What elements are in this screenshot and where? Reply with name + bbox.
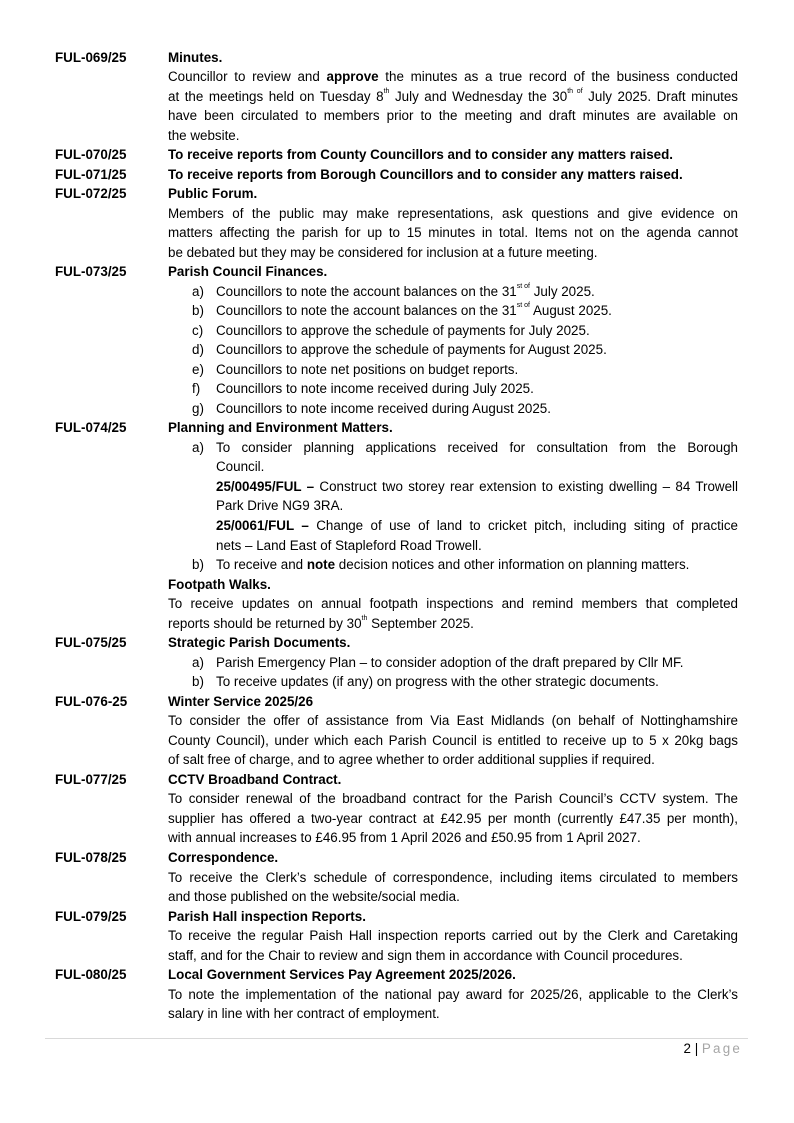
item-text-line: the website. <box>168 128 240 143</box>
item-text-line: To note the implementation of the national pay award for 2025/26, applicable to the Clerk’s <box>168 987 738 1002</box>
item-text-line: and those published on the website/social media. <box>168 889 460 904</box>
item-code: FUL-077/25 <box>55 772 127 787</box>
footer-separator: | <box>691 1041 702 1056</box>
item-code: FUL-070/25 <box>55 147 127 162</box>
item-text-line: supplier has offered a two-year contract at £42.95 per month (currently £47.35 per month), <box>168 811 738 826</box>
list-item: Councillors to note net positions on budget reports. <box>216 362 519 377</box>
list-marker: e) <box>192 362 204 377</box>
item-code: FUL-075/25 <box>55 635 127 650</box>
item-text-line: Councillor to review and approve the minutes as a true record of the business conducted <box>168 69 738 84</box>
item-code: FUL-080/25 <box>55 967 127 982</box>
list-item: To receive updates (if any) on progress with the other strategic documents. <box>216 674 659 689</box>
item-title: Local Government Services Pay Agreement 2025/2026. <box>168 967 516 982</box>
item-text-line: matters affecting the parish for up to 15 minutes in total. Items not on the agenda cannot <box>168 225 738 240</box>
list-item: Councillors to approve the schedule of payments for July 2025. <box>216 323 590 338</box>
list-item: Councillors to note the account balances on the $31^{st of}$ August 2025. <box>216 302 612 318</box>
item-code: FUL-069/25 <box>55 50 127 65</box>
item-code: FUL-074/25 <box>55 420 127 435</box>
list-marker: c) <box>192 323 204 338</box>
item-code: FUL-079/25 <box>55 909 127 924</box>
page-footer <box>684 1041 742 1056</box>
item-code: FUL-071/25 <box>55 167 127 182</box>
item-text-line: To consider the offer of assistance from Via East Midlands (on behalf of Nottinghamshire <box>168 713 738 728</box>
item-title: Public Forum. <box>168 186 258 201</box>
item-title: To receive reports from County Councillors and to consider any matters raised. <box>168 147 673 162</box>
list-marker: a) <box>192 655 204 670</box>
page-number: 2 <box>683 1041 691 1056</box>
item-text-line: Members of the public may make representations, ask questions and give evidence on <box>168 206 738 221</box>
item-code: FUL-076-25 <box>55 694 128 709</box>
planning-application-continued: nets – Land East of Stapleford Road Trowell. <box>216 538 482 553</box>
item-text-line: have been circulated to members prior to the meeting and draft minutes are available on <box>168 108 738 123</box>
list-item: Councillors to approve the schedule of payments for August 2025. <box>216 342 607 357</box>
page-word: Page <box>701 1041 742 1056</box>
item-title: Strategic Parish Documents. <box>168 635 351 650</box>
planning-application: 25/0061/FUL – Change of use of land to cricket pitch, including siting of practice <box>216 518 738 533</box>
list-item: Parish Emergency Plan – to consider adoption of the draft prepared by Cllr MF. <box>216 655 684 670</box>
list-item: Councillors to note income received during August 2025. <box>216 401 551 416</box>
list-marker: b) <box>192 557 204 572</box>
item-text-line: To receive updates on annual footpath inspections and remind members that completed <box>168 596 738 611</box>
item-text-line: To receive the regular Paish Hall inspection reports carried out by the Clerk and Caretaking <box>168 928 738 943</box>
planning-application: 25/00495/FUL – Construct two storey rear extension to existing dwelling – 84 Trowell <box>216 479 739 494</box>
list-marker: b) <box>192 303 204 318</box>
item-title: Correspondence. <box>168 850 279 865</box>
item-text-line: reports should be returned by 30th September 2025. <box>168 615 474 631</box>
application-ref: 25/0061/FUL – <box>216 518 309 533</box>
item-text-line: staff, and for the Chair to review and sign them in accordance with Council procedures. <box>168 948 683 963</box>
list-marker: g) <box>192 401 204 416</box>
item-title: To receive reports from Borough Councillors and to consider any matters raised. <box>168 167 683 182</box>
list-marker: d) <box>192 342 204 357</box>
item-text-line: To consider renewal of the broadband contract for the Parish Council’s CCTV system. The <box>168 791 738 806</box>
list-item: To consider planning applications received for consultation from the Borough <box>216 440 738 455</box>
item-text-line: salary in line with her contract of employment. <box>168 1006 440 1021</box>
list-marker: f) <box>192 381 201 396</box>
item-text-line: To receive the Clerk’s schedule of correspondence, including items circulated to members <box>168 870 738 885</box>
item-text-line: with annual increases to £46.95 from 1 April 2026 and £50.95 from 1 April 2027. <box>168 830 641 845</box>
application-ref: 25/00495/FUL – <box>216 479 315 494</box>
item-title: Minutes. <box>168 50 223 65</box>
list-marker: a) <box>192 284 204 299</box>
sub-heading: Footpath Walks. <box>168 577 271 592</box>
item-title: Winter Service 2025/26 <box>168 694 314 709</box>
list-marker: b) <box>192 674 204 689</box>
item-title: CCTV Broadband Contract. <box>168 772 342 787</box>
item-code: FUL-078/25 <box>55 850 127 865</box>
list-marker: a) <box>192 440 204 455</box>
list-item-continued: Council. <box>216 459 265 474</box>
item-text-line: be debated but they may be considered for inclusion at a future meeting. <box>168 245 598 260</box>
list-item: Councillors to note the account balances on the $31^{st of}$ July 2025. <box>216 283 595 299</box>
item-code: FUL-073/25 <box>55 264 127 279</box>
item-code: FUL-072/25 <box>55 186 127 201</box>
planning-application-continued: Park Drive NG9 3RA. <box>216 498 344 513</box>
item-title: Parish Council Finances. <box>168 264 328 279</box>
item-text-line: at the meetings held on Tuesday 8th July and Wednesday the $30^{th of}$ July 2025. Draft minutes <box>168 88 739 104</box>
item-title: Planning and Environment Matters. <box>168 420 393 435</box>
item-title: Parish Hall inspection Reports. <box>168 909 366 924</box>
list-item: Councillors to note income received during July 2025. <box>216 381 534 396</box>
item-text-line: of salt free of charge, and to agree whether to order additional supplies if required. <box>168 752 655 767</box>
list-item: To receive and note decision notices and other information on planning matters. <box>216 557 690 572</box>
footer-divider <box>45 1038 748 1039</box>
item-text-line: County Council), under which each Parish Council is entitled to receive up to 5 x 20kg bags <box>168 733 738 748</box>
